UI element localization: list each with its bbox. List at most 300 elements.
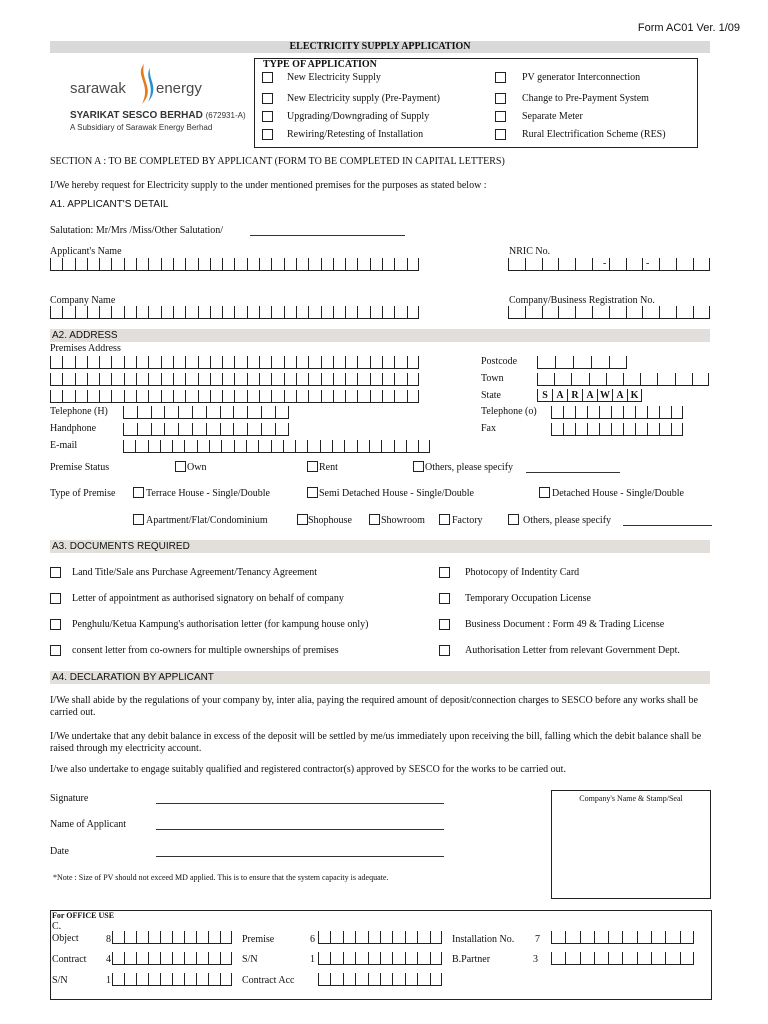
char-box[interactable] — [234, 440, 246, 453]
char-box[interactable] — [208, 973, 220, 986]
char-box[interactable] — [380, 973, 392, 986]
char-box[interactable] — [87, 390, 99, 403]
char-box[interactable] — [659, 306, 676, 319]
type-checkbox[interactable] — [262, 111, 273, 122]
char-box[interactable] — [192, 423, 206, 436]
char-box[interactable] — [508, 306, 525, 319]
char-box[interactable] — [307, 440, 319, 453]
char-box[interactable] — [345, 258, 357, 271]
char-box[interactable] — [626, 306, 643, 319]
char-box[interactable] — [99, 306, 111, 319]
char-box[interactable] — [135, 440, 147, 453]
status-others-checkbox[interactable] — [413, 461, 424, 472]
char-box[interactable] — [563, 423, 575, 436]
char-box[interactable] — [172, 973, 184, 986]
char-box[interactable] — [675, 373, 692, 386]
char-box[interactable] — [124, 373, 136, 386]
char-box[interactable] — [330, 952, 342, 965]
char-box[interactable] — [563, 406, 575, 419]
char-box[interactable] — [178, 406, 192, 419]
contract-acc-boxes[interactable] — [318, 973, 442, 986]
char-box[interactable] — [542, 258, 559, 271]
char-box[interactable] — [136, 356, 148, 369]
char-box[interactable] — [283, 440, 295, 453]
char-box[interactable] — [164, 423, 178, 436]
char-box[interactable] — [220, 931, 232, 944]
char-box[interactable] — [172, 952, 184, 965]
char-box[interactable] — [381, 440, 393, 453]
char-box[interactable] — [247, 356, 259, 369]
char-box[interactable] — [284, 390, 296, 403]
char-box[interactable] — [296, 390, 308, 403]
char-box[interactable] — [247, 423, 261, 436]
char-box[interactable] — [148, 373, 160, 386]
char-box[interactable] — [555, 356, 573, 369]
char-box[interactable] — [558, 258, 575, 271]
char-box[interactable] — [196, 931, 208, 944]
char-box[interactable] — [392, 952, 404, 965]
char-box[interactable] — [594, 952, 608, 965]
char-box[interactable] — [407, 390, 419, 403]
applicant-name-boxes[interactable] — [50, 258, 419, 271]
char-box[interactable] — [296, 356, 308, 369]
char-box[interactable] — [382, 258, 394, 271]
address-line-3[interactable] — [50, 390, 419, 403]
char-box[interactable] — [220, 952, 232, 965]
char-box[interactable] — [537, 356, 555, 369]
char-box[interactable] — [380, 931, 392, 944]
char-box[interactable] — [417, 973, 429, 986]
char-box[interactable] — [551, 423, 563, 436]
char-box[interactable] — [565, 952, 579, 965]
char-box[interactable] — [210, 390, 222, 403]
char-box[interactable] — [271, 258, 283, 271]
char-box[interactable] — [626, 258, 643, 271]
char-box[interactable] — [148, 931, 160, 944]
char-box[interactable] — [198, 356, 210, 369]
char-box[interactable] — [680, 952, 694, 965]
char-box[interactable] — [357, 440, 369, 453]
char-box[interactable] — [344, 440, 356, 453]
char-box[interactable] — [208, 952, 220, 965]
char-box[interactable] — [417, 931, 429, 944]
char-box[interactable] — [124, 306, 136, 319]
type-checkbox[interactable] — [495, 72, 506, 83]
char-box[interactable] — [355, 973, 367, 986]
char-box[interactable] — [151, 423, 165, 436]
char-box[interactable] — [676, 306, 693, 319]
char-box[interactable] — [321, 306, 333, 319]
status-own-checkbox[interactable] — [175, 461, 186, 472]
char-box[interactable] — [136, 931, 148, 944]
char-box[interactable] — [261, 406, 275, 419]
char-box[interactable] — [525, 306, 542, 319]
char-box[interactable] — [261, 423, 275, 436]
char-box[interactable] — [62, 356, 74, 369]
doc-checkbox[interactable] — [50, 593, 61, 604]
char-box[interactable] — [206, 406, 220, 419]
char-box[interactable] — [284, 373, 296, 386]
char-box[interactable] — [407, 373, 419, 386]
char-box[interactable] — [247, 306, 259, 319]
status-others-line[interactable] — [526, 472, 620, 473]
char-box[interactable] — [271, 356, 283, 369]
char-box[interactable] — [50, 258, 62, 271]
applicant-name-line[interactable] — [156, 829, 444, 830]
char-box[interactable] — [148, 258, 160, 271]
char-box[interactable] — [623, 423, 635, 436]
type-checkbox[interactable] — [495, 93, 506, 104]
char-box[interactable] — [587, 406, 599, 419]
doc-checkbox[interactable] — [439, 567, 450, 578]
char-box[interactable] — [111, 390, 123, 403]
char-box[interactable] — [123, 423, 137, 436]
premise-office-boxes[interactable] — [318, 931, 442, 944]
char-box[interactable] — [172, 440, 184, 453]
char-box[interactable] — [368, 952, 380, 965]
char-box[interactable] — [185, 373, 197, 386]
char-box[interactable] — [136, 390, 148, 403]
char-box[interactable] — [392, 931, 404, 944]
char-box[interactable] — [665, 931, 679, 944]
char-box[interactable] — [247, 406, 261, 419]
char-box[interactable] — [275, 406, 289, 419]
premise-checkbox[interactable] — [508, 514, 519, 525]
char-box[interactable] — [405, 931, 417, 944]
char-box[interactable] — [382, 373, 394, 386]
char-box[interactable] — [608, 952, 622, 965]
char-box[interactable] — [192, 406, 206, 419]
char-box[interactable] — [343, 952, 355, 965]
char-box[interactable] — [332, 440, 344, 453]
char-box[interactable] — [124, 973, 136, 986]
char-box[interactable] — [296, 306, 308, 319]
char-box[interactable] — [635, 406, 647, 419]
char-box[interactable] — [284, 356, 296, 369]
char-box[interactable] — [430, 931, 442, 944]
char-box[interactable] — [198, 306, 210, 319]
char-box[interactable] — [394, 356, 406, 369]
char-box[interactable] — [99, 390, 111, 403]
char-box[interactable] — [680, 931, 694, 944]
char-box[interactable] — [75, 390, 87, 403]
char-box[interactable] — [345, 356, 357, 369]
char-box[interactable] — [160, 931, 172, 944]
char-box[interactable] — [551, 952, 565, 965]
char-box[interactable] — [343, 931, 355, 944]
char-box[interactable] — [693, 306, 710, 319]
installation-boxes[interactable] — [551, 931, 694, 944]
char-box[interactable] — [99, 356, 111, 369]
char-box[interactable] — [99, 258, 111, 271]
char-box[interactable] — [370, 306, 382, 319]
char-box[interactable] — [318, 973, 330, 986]
premise-checkbox[interactable] — [133, 514, 144, 525]
sn-boxes[interactable] — [112, 973, 232, 986]
doc-checkbox[interactable] — [50, 645, 61, 656]
char-box[interactable] — [382, 390, 394, 403]
char-box[interactable] — [382, 356, 394, 369]
char-box[interactable] — [173, 306, 185, 319]
char-box[interactable] — [606, 373, 623, 386]
char-box[interactable] — [394, 390, 406, 403]
char-box[interactable] — [575, 306, 592, 319]
char-box[interactable] — [647, 406, 659, 419]
type-checkbox[interactable] — [495, 129, 506, 140]
char-box[interactable] — [284, 306, 296, 319]
char-box[interactable] — [275, 423, 289, 436]
char-box[interactable] — [382, 306, 394, 319]
char-box[interactable] — [197, 440, 209, 453]
sn-mid-boxes[interactable] — [318, 952, 442, 965]
char-box[interactable] — [343, 973, 355, 986]
char-box[interactable] — [271, 390, 283, 403]
char-box[interactable] — [333, 373, 345, 386]
date-line[interactable] — [156, 856, 444, 857]
type-checkbox[interactable] — [495, 111, 506, 122]
char-box[interactable] — [657, 373, 674, 386]
char-box[interactable] — [124, 931, 136, 944]
char-box[interactable] — [321, 373, 333, 386]
char-box[interactable] — [357, 258, 369, 271]
char-box[interactable] — [321, 258, 333, 271]
char-box[interactable] — [164, 406, 178, 419]
char-box[interactable] — [173, 390, 185, 403]
char-box[interactable] — [430, 973, 442, 986]
contract-boxes[interactable] — [112, 952, 232, 965]
char-box[interactable] — [184, 931, 196, 944]
char-box[interactable] — [222, 373, 234, 386]
char-box[interactable] — [676, 258, 693, 271]
char-box[interactable] — [247, 373, 259, 386]
char-box[interactable] — [173, 373, 185, 386]
char-box[interactable] — [160, 952, 172, 965]
char-box[interactable] — [123, 406, 137, 419]
char-box[interactable] — [330, 931, 342, 944]
town-boxes[interactable] — [537, 373, 709, 386]
char-box[interactable] — [161, 258, 173, 271]
signature-line[interactable] — [156, 803, 444, 804]
char-box[interactable] — [111, 258, 123, 271]
char-box[interactable] — [161, 306, 173, 319]
char-box[interactable] — [196, 952, 208, 965]
char-box[interactable] — [258, 440, 270, 453]
char-box[interactable] — [87, 258, 99, 271]
char-box[interactable] — [50, 390, 62, 403]
char-box[interactable] — [345, 306, 357, 319]
char-box[interactable] — [693, 258, 710, 271]
char-box[interactable] — [75, 356, 87, 369]
char-box[interactable] — [62, 373, 74, 386]
char-box[interactable] — [608, 931, 622, 944]
char-box[interactable] — [525, 258, 542, 271]
char-box[interactable] — [642, 306, 659, 319]
char-box[interactable] — [196, 973, 208, 986]
char-box[interactable] — [394, 258, 406, 271]
char-box[interactable] — [405, 973, 417, 986]
char-box[interactable] — [259, 258, 271, 271]
char-box[interactable] — [259, 373, 271, 386]
char-box[interactable] — [380, 952, 392, 965]
char-box[interactable] — [609, 356, 627, 369]
char-box[interactable] — [220, 406, 234, 419]
telephone-o-boxes[interactable] — [551, 406, 683, 419]
char-box[interactable] — [320, 440, 332, 453]
char-box[interactable] — [580, 952, 594, 965]
char-box[interactable] — [392, 973, 404, 986]
char-box[interactable] — [369, 440, 381, 453]
char-box[interactable] — [575, 258, 592, 271]
char-box[interactable] — [137, 423, 151, 436]
char-box[interactable] — [50, 356, 62, 369]
char-box[interactable] — [112, 931, 124, 944]
char-box[interactable] — [508, 258, 525, 271]
char-box[interactable] — [623, 406, 635, 419]
char-box[interactable] — [611, 406, 623, 419]
char-box[interactable] — [185, 390, 197, 403]
char-box[interactable] — [659, 258, 676, 271]
char-box[interactable] — [308, 373, 320, 386]
char-box[interactable] — [234, 390, 246, 403]
char-box[interactable] — [50, 373, 62, 386]
char-box[interactable] — [62, 390, 74, 403]
bpartner-boxes[interactable] — [551, 952, 694, 965]
char-box[interactable] — [640, 373, 657, 386]
char-box[interactable] — [111, 373, 123, 386]
char-box[interactable] — [575, 423, 587, 436]
char-box[interactable] — [417, 952, 429, 965]
type-checkbox[interactable] — [262, 93, 273, 104]
char-box[interactable] — [124, 258, 136, 271]
char-box[interactable] — [665, 952, 679, 965]
char-box[interactable] — [222, 390, 234, 403]
char-box[interactable] — [75, 306, 87, 319]
char-box[interactable] — [592, 306, 609, 319]
char-box[interactable] — [308, 356, 320, 369]
char-box[interactable] — [234, 258, 246, 271]
telephone-h-boxes[interactable] — [123, 406, 289, 419]
char-box[interactable] — [148, 952, 160, 965]
char-box[interactable] — [642, 258, 659, 271]
char-box[interactable] — [99, 373, 111, 386]
char-box[interactable] — [308, 258, 320, 271]
char-box[interactable] — [185, 306, 197, 319]
char-box[interactable] — [233, 423, 247, 436]
char-box[interactable] — [160, 440, 172, 453]
char-box[interactable] — [637, 952, 651, 965]
char-box[interactable] — [210, 306, 222, 319]
char-box[interactable] — [220, 423, 234, 436]
postcode-boxes[interactable] — [537, 356, 627, 369]
char-box[interactable] — [271, 440, 283, 453]
char-box[interactable] — [271, 373, 283, 386]
char-box[interactable] — [62, 258, 74, 271]
char-box[interactable] — [651, 952, 665, 965]
char-box[interactable] — [123, 440, 135, 453]
char-box[interactable] — [271, 306, 283, 319]
char-box[interactable] — [551, 406, 563, 419]
char-box[interactable] — [137, 406, 151, 419]
premise-checkbox[interactable] — [133, 487, 144, 498]
char-box[interactable] — [210, 373, 222, 386]
char-box[interactable] — [173, 356, 185, 369]
char-box[interactable] — [558, 306, 575, 319]
premise-checkbox[interactable] — [369, 514, 380, 525]
doc-checkbox[interactable] — [50, 567, 61, 578]
char-box[interactable] — [599, 423, 611, 436]
char-box[interactable] — [394, 440, 406, 453]
char-box[interactable] — [407, 258, 419, 271]
char-box[interactable] — [222, 356, 234, 369]
char-box[interactable] — [357, 373, 369, 386]
char-box[interactable] — [206, 423, 220, 436]
char-box[interactable] — [587, 423, 599, 436]
char-box[interactable] — [405, 952, 417, 965]
char-box[interactable] — [184, 952, 196, 965]
address-line-1[interactable] — [50, 356, 419, 369]
char-box[interactable] — [151, 406, 165, 419]
char-box[interactable] — [333, 390, 345, 403]
char-box[interactable] — [609, 258, 626, 271]
char-box[interactable] — [542, 306, 559, 319]
company-reg-boxes[interactable] — [508, 306, 710, 319]
char-box[interactable] — [234, 306, 246, 319]
char-box[interactable] — [111, 356, 123, 369]
doc-checkbox[interactable] — [439, 619, 450, 630]
char-box[interactable] — [637, 931, 651, 944]
char-box[interactable] — [580, 931, 594, 944]
char-box[interactable] — [599, 406, 611, 419]
char-box[interactable] — [136, 952, 148, 965]
char-box[interactable] — [355, 931, 367, 944]
char-box[interactable] — [222, 306, 234, 319]
char-box[interactable] — [75, 258, 87, 271]
char-box[interactable] — [671, 406, 683, 419]
char-box[interactable] — [247, 390, 259, 403]
char-box[interactable] — [591, 356, 609, 369]
char-box[interactable] — [430, 952, 442, 965]
char-box[interactable] — [554, 373, 571, 386]
char-box[interactable] — [112, 973, 124, 986]
char-box[interactable] — [370, 258, 382, 271]
char-box[interactable] — [173, 258, 185, 271]
char-box[interactable] — [220, 973, 232, 986]
premise-checkbox[interactable] — [297, 514, 308, 525]
char-box[interactable] — [659, 406, 671, 419]
email-boxes[interactable] — [123, 440, 430, 453]
char-box[interactable] — [589, 373, 606, 386]
char-box[interactable] — [571, 373, 588, 386]
char-box[interactable] — [647, 423, 659, 436]
char-box[interactable] — [136, 373, 148, 386]
char-box[interactable] — [318, 952, 330, 965]
char-box[interactable] — [178, 423, 192, 436]
char-box[interactable] — [573, 356, 591, 369]
char-box[interactable] — [418, 440, 430, 453]
char-box[interactable] — [394, 373, 406, 386]
char-box[interactable] — [198, 373, 210, 386]
char-box[interactable] — [406, 440, 418, 453]
char-box[interactable] — [148, 390, 160, 403]
char-box[interactable] — [172, 931, 184, 944]
premise-checkbox[interactable] — [439, 514, 450, 525]
char-box[interactable] — [318, 931, 330, 944]
address-line-2[interactable] — [50, 373, 419, 386]
char-box[interactable] — [161, 390, 173, 403]
char-box[interactable] — [295, 440, 307, 453]
char-box[interactable] — [394, 306, 406, 319]
char-box[interactable] — [623, 373, 640, 386]
